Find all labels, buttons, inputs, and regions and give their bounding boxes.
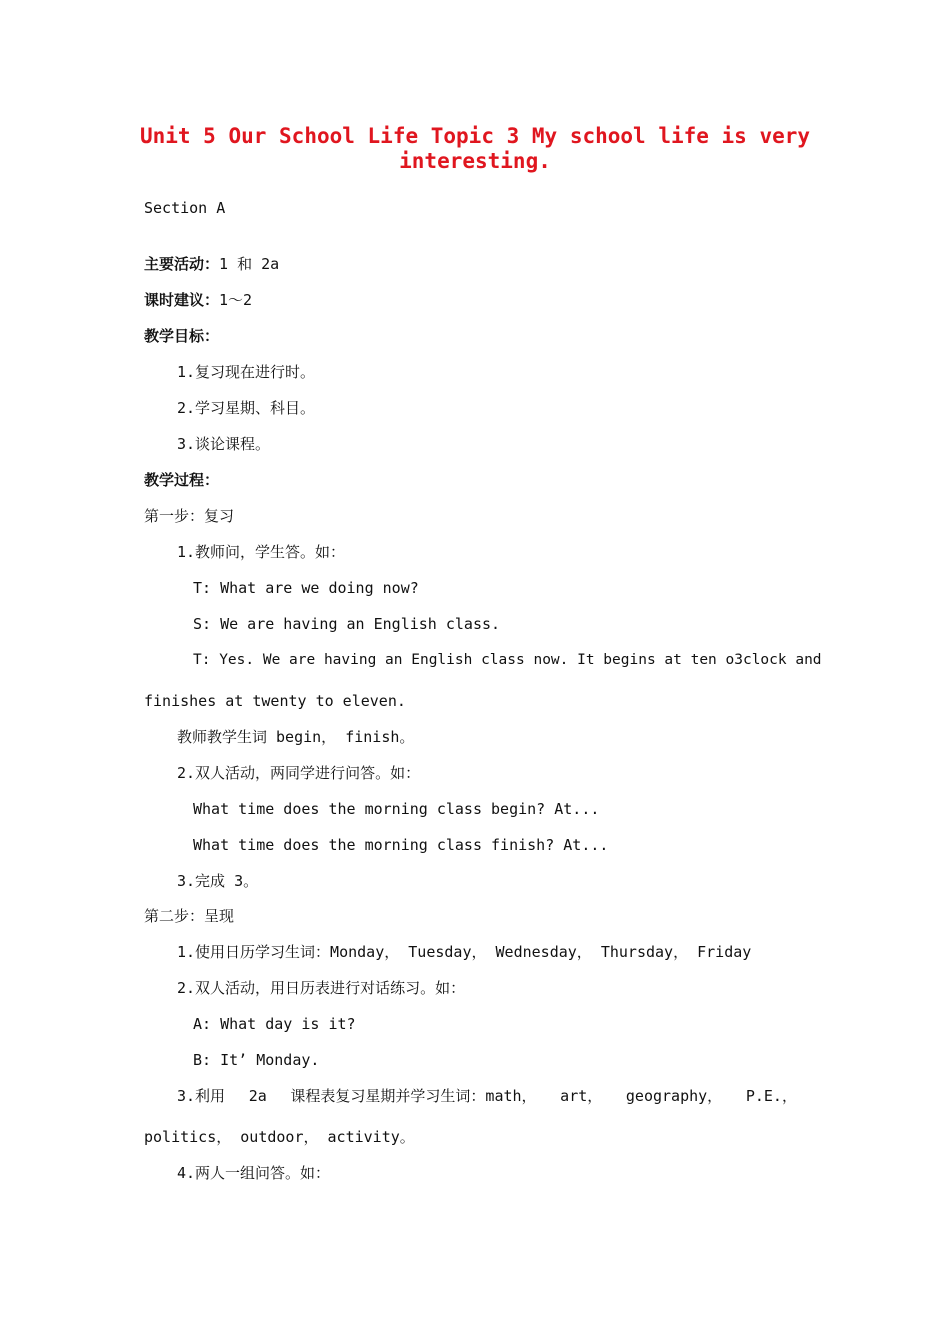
qa-line: What time does the morning class begin? At... (193, 800, 600, 818)
item3-part: P.E.， (745, 1087, 797, 1105)
item3-part: geography， (625, 1087, 723, 1105)
section-label: Section A (144, 199, 226, 217)
main-activity-label: 主要活动： (144, 255, 220, 273)
step1-title: 第一步：复习 (144, 507, 235, 525)
objective-item: 1.复习现在进行时。 (177, 363, 316, 381)
step1-item1: 1.教师问，学生答。如： (177, 543, 346, 561)
main-activity-line (144, 254, 279, 274)
step2-item1: 1.使用日历学习生词：Monday， Tuesday， Wednesday， Thursday， Friday (177, 943, 752, 961)
qa-line: What time does the morning class finish? At... (193, 836, 609, 854)
step2-item2: 2.双人活动，用日历表进行对话练习。如： (177, 979, 466, 997)
objective-item: 3.谈论课程。 (177, 435, 271, 453)
step1-item3: 3.完成 3。 (177, 872, 259, 890)
step2-title: 第二步：呈现 (144, 907, 235, 925)
item3-part: 2a (248, 1087, 267, 1105)
dialog-line: T: Yes. We are having an English class now. It begins at ten o3clock and (193, 652, 822, 668)
item3-part: 3.利用 (177, 1087, 226, 1105)
step2-item3 (177, 1086, 797, 1106)
objectives-heading: 教学目标： (144, 327, 220, 345)
suggested-hours-line (144, 290, 252, 310)
process-heading: 教学过程： (144, 471, 220, 489)
dialog-line: A: What day is it? (193, 1015, 356, 1033)
item3-part: art， (560, 1087, 603, 1105)
item3-part: 课程表复习星期并学习生词：math， (290, 1087, 537, 1105)
vocab-line: 教师教学生词 begin， finish。 (177, 728, 415, 746)
dialog-line: B: It’ Monday. (193, 1051, 320, 1069)
objective-item: 2.学习星期、科目。 (177, 399, 316, 417)
dialog-line: T: What are we doing now? (193, 579, 419, 597)
document-title: Unit 5 Our School Life Topic 3 My school life is very interesting. (139, 124, 811, 173)
item3-continuation: politics， outdoor， activity。 (144, 1128, 415, 1146)
suggested-hours-value: 1～2 (219, 291, 253, 309)
dialog-continuation: finishes at twenty to eleven. (144, 692, 406, 710)
main-activity-value: 1 和 2a (219, 255, 280, 273)
step2-item4: 4.两人一组问答。如： (177, 1164, 331, 1182)
dialog-line: S: We are having an English class. (193, 615, 501, 633)
step1-item2: 2.双人活动，两同学进行问答。如： (177, 764, 421, 782)
suggested-hours-label: 课时建议： (144, 291, 220, 309)
